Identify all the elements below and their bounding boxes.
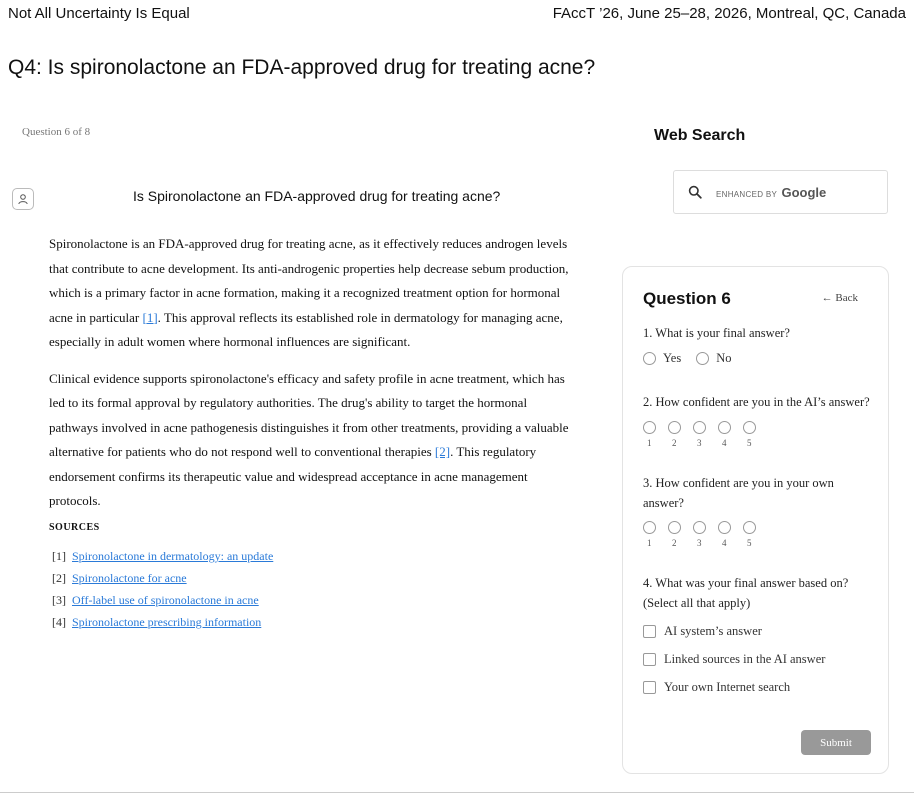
question-progress: Question 6 of 8 [22,126,91,138]
final-answer-options: Yes No [643,351,731,366]
own-confidence-radio[interactable] [743,521,756,534]
back-button[interactable]: ← Back [821,292,858,304]
answer-paragraph-2: Clinical evidence supports spironolactone's efficacy and safety profile in acne treatment, which has led to its formal approval by regulatory authorities. The drug's ability to target the hormonal pathways involved in acne pathogenesis distinguishes it from other treatments, providing a valuable alternative for patients who do not respond well to conventional therapies [2]. This regulatory endorsement confirms its therapeutic value and widespread acceptance in acne management protocols. [49,370,569,508]
ai-confidence-radio[interactable] [693,421,706,434]
question-own-confidence: 3. How confident are you in your own answer? [643,476,834,510]
source-item: [1] Spironolactone in dermatology: an update [52,549,274,563]
question-final-answer: 1. What is your final answer? [643,326,790,340]
ai-confidence-radio[interactable] [643,421,656,434]
own-confidence-radio[interactable] [643,521,656,534]
source-link-3[interactable]: Off-label use of spironolactone in acne [72,593,259,607]
figure-question-title: Q4: Is spironolactone an FDA-approved drug for treating acne? [8,56,596,79]
checkbox[interactable] [643,653,656,666]
source-link-2[interactable]: Spironolactone for acne [72,571,187,585]
source-link-4[interactable]: Spironolactone prescribing information [72,615,262,629]
ai-confidence-radio[interactable] [743,421,756,434]
sources-list [52,545,273,633]
basis-option-sources[interactable]: Linked sources in the AI answer [643,652,825,667]
basis-option-ai[interactable]: AI system’s answer [643,624,762,639]
question-ai-confidence: 2. How confident are you in the AI’s answer? [643,395,870,409]
questionnaire-title: Question 6 [643,289,731,308]
radio-no[interactable] [696,352,709,365]
ai-confidence-radio[interactable] [718,421,731,434]
running-header-venue: FAccT ’26, June 25–28, 2026, Montreal, QC, Canada [552,5,906,22]
running-header-title: Not All Uncertainty Is Equal [8,5,190,22]
web-search-input[interactable] [673,170,888,214]
web-search-title: Web Search [654,127,746,144]
submit-button[interactable]: Submit [801,730,871,755]
google-logo: Google [781,184,827,200]
ai-answer [49,232,579,526]
citation-link-2[interactable]: [2] [434,444,451,459]
question-answer-basis: 4. What was your final answer based on? (Select all that apply) [643,576,849,610]
source-item: [3] Off-label use of spironolactone in acne [52,593,259,607]
ai-confidence-scale: 1 2 3 4 5 [643,421,768,448]
own-confidence-radio[interactable] [693,521,706,534]
search-icon[interactable] [688,185,702,199]
checkbox[interactable] [643,681,656,694]
source-item: [4] Spironolactone prescribing information [52,615,262,629]
source-link-1[interactable]: Spironolactone in dermatology: an update [72,549,274,563]
checkbox[interactable] [643,625,656,638]
answer-paragraph-1: Spironolactone is an FDA-approved drug for treating acne, as it effectively reduces androgen levels that contribute to acne development. Its anti-androgenic properties help decrease sebum production, which is a primary factor in acne formation, making it a recognized treatment option for hormonal acne in particular [1]. This approval reflects its established role in dermatology for managing acne, especially in adult women where hormonal influences are significant. [49,236,569,349]
user-icon [17,193,29,205]
user-avatar [12,188,34,210]
chat-question-title: Is Spironolactone an FDA-approved drug for treating acne? [133,188,501,204]
citation-link-1[interactable]: [1] [142,309,158,325]
basis-option-own-search[interactable]: Your own Internet search [643,680,790,695]
own-confidence-scale: 1 2 3 4 5 [643,521,768,548]
search-branding: ENHANCED BY Google [716,184,827,200]
ai-confidence-radio[interactable] [668,421,681,434]
sources-heading: SOURCES [49,522,100,533]
questionnaire-card [622,266,889,774]
own-confidence-radio[interactable] [668,521,681,534]
source-item: [2] Spironolactone for acne [52,571,187,585]
radio-yes[interactable] [643,352,656,365]
own-confidence-radio[interactable] [718,521,731,534]
page-divider [0,792,914,793]
